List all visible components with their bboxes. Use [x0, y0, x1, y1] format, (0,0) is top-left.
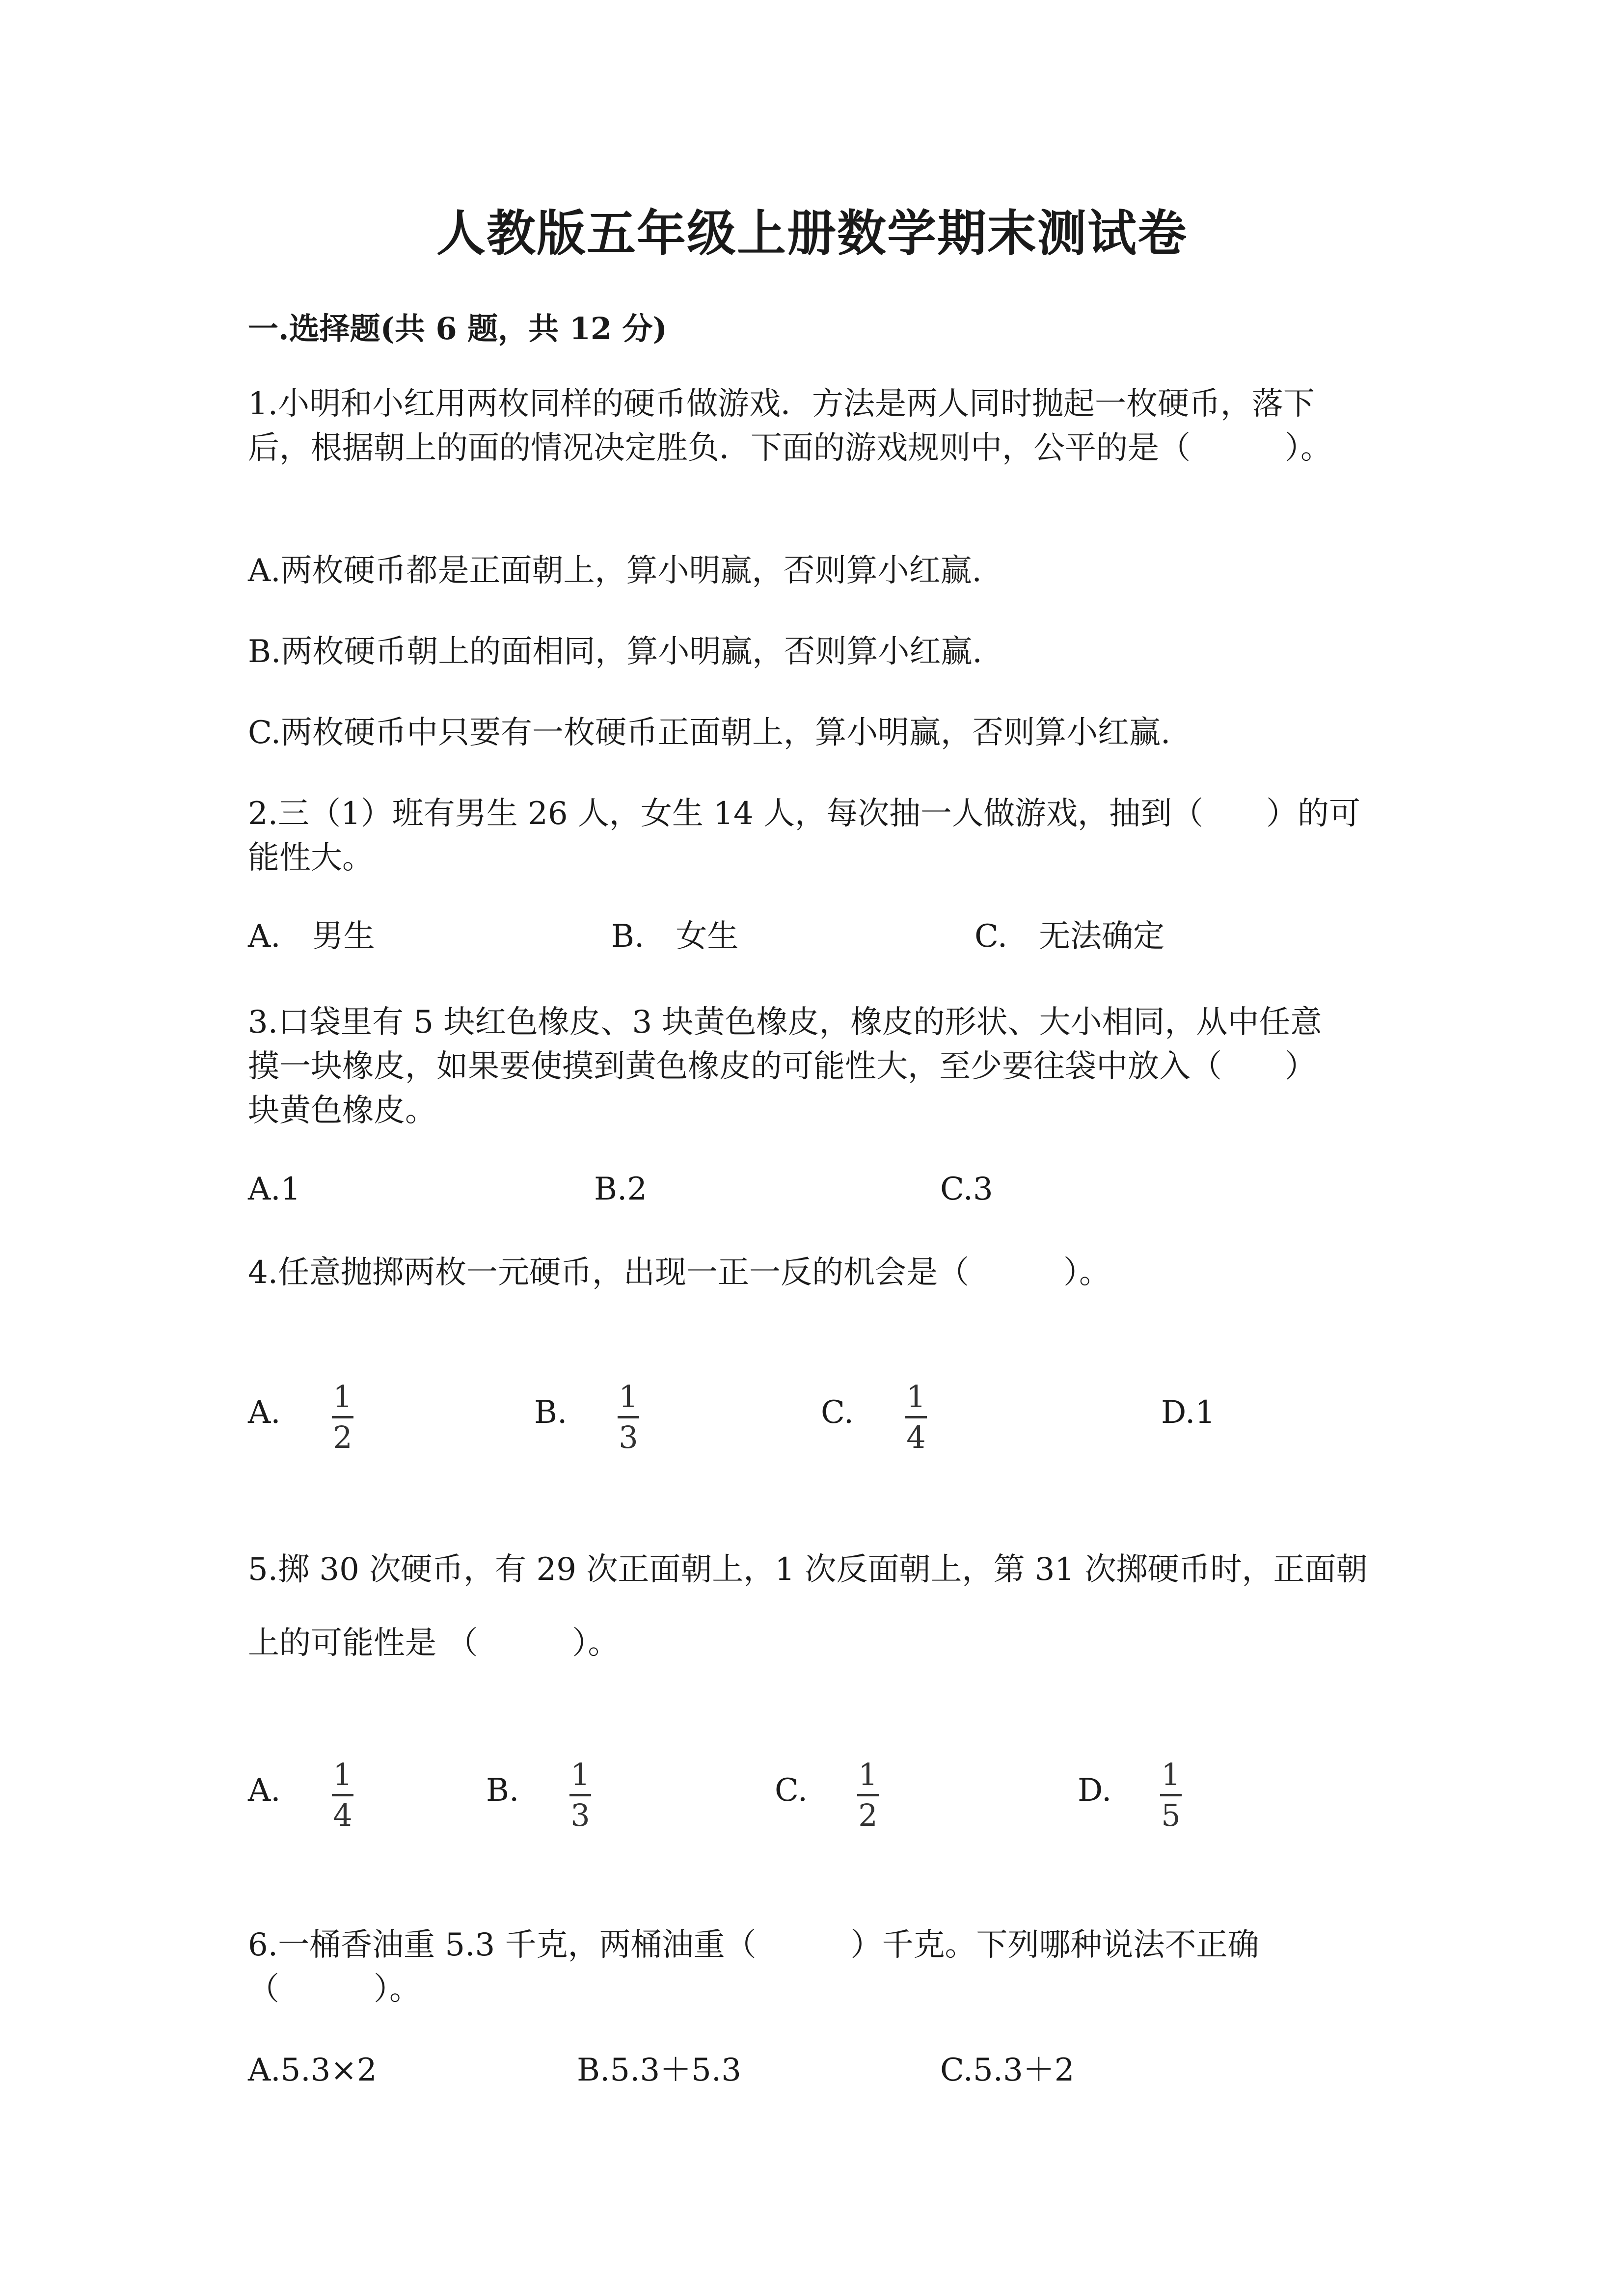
question-3-option-a: A.1 [248, 1171, 301, 1207]
question-5-option-b-label: B. [486, 1772, 519, 1809]
question-2-option-b: B. 女生 [611, 918, 739, 955]
fraction-numerator: 1 [333, 1757, 352, 1792]
question-5-option-d-fraction [1156, 1757, 1186, 1833]
fraction-denominator: 3 [570, 1797, 590, 1833]
fraction-numerator: 1 [858, 1757, 878, 1792]
question-6-option-b: B.5.3＋5.3 [577, 2052, 741, 2088]
question-1-line-1: 1.小明和小红用两枚同样的硬币做游戏．方法是两人同时抛起一枚硬币，落下 [248, 386, 1315, 422]
question-5-option-a-label: A. [248, 1772, 281, 1809]
fraction-numerator: 1 [1161, 1757, 1181, 1792]
question-5-line-2: 上的可能性是 （ ）。 [248, 1625, 620, 1661]
question-4-line-1: 4.任意抛掷两枚一元硬币，出现一正一反的机会是（ ）。 [248, 1255, 1111, 1291]
page-title: 人教版五年级上册数学期末测试卷 [436, 204, 1188, 262]
fraction-denominator: 2 [333, 1419, 352, 1455]
question-1-option-a: A.两枚硬币都是正面朝上，算小明赢，否则算小红赢. [248, 553, 982, 589]
question-5-line-1: 5.掷 30 次硬币，有 29 次正面朝上，1 次反面朝上，第 31 次掷硬币时，正面朝 [248, 1551, 1368, 1588]
question-3-line-1: 3.口袋里有 5 块红色橡皮、3 块黄色橡皮，橡皮的形状、大小相同，从中任意 [248, 1004, 1322, 1041]
question-5-option-a-fraction [328, 1757, 357, 1833]
question-6-option-c: C.5.3＋2 [940, 2052, 1075, 2088]
question-2-line-2: 能性大。 [248, 840, 374, 876]
fraction-denominator: 3 [619, 1419, 638, 1455]
fraction-numerator: 1 [619, 1379, 638, 1415]
section-heading: 一.选择题(共 6 题，共 12 分) [248, 311, 668, 347]
question-2-option-a: A. 男生 [248, 918, 375, 955]
question-4-option-c-label: C. [821, 1394, 854, 1431]
question-1-line-2: 后，根据朝上的面的情况决定胜负．下面的游戏规则中，公平的是（ ）。 [248, 430, 1332, 466]
fraction-numerator: 1 [906, 1379, 926, 1415]
question-4-option-c-fraction [901, 1379, 931, 1455]
question-4-option-a-label: A. [248, 1394, 281, 1431]
question-5-option-b-fraction [566, 1757, 595, 1833]
question-2-option-c: C. 无法确定 [974, 918, 1165, 955]
question-1-option-c: C.两枚硬币中只要有一枚硬币正面朝上，算小明赢，否则算小红赢. [248, 715, 1171, 751]
question-1-option-b: B.两枚硬币朝上的面相同，算小明赢，否则算小红赢. [248, 634, 982, 670]
question-5-option-d-label: D. [1078, 1772, 1112, 1809]
question-4-option-b-fraction [614, 1379, 643, 1455]
question-3-line-2: 摸一块橡皮，如果要使摸到黄色橡皮的可能性大，至少要往袋中放入（ ） [248, 1048, 1316, 1085]
question-6-line-2: （ ）。 [248, 1971, 421, 2007]
fraction-numerator: 1 [570, 1757, 590, 1792]
fraction-denominator: 4 [906, 1419, 926, 1455]
fraction-denominator: 5 [1161, 1797, 1181, 1833]
question-4-option-b-label: B. [534, 1394, 568, 1431]
question-2-line-1: 2.三（1）班有男生 26 人，女生 14 人，每次抽一人做游戏，抽到（ ）的可 [248, 796, 1361, 832]
question-6-line-1: 6.一桶香油重 5.3 千克，两桶油重（ ）千克。下列哪种说法不正确 [248, 1927, 1259, 1963]
question-6-option-a: A.5.3×2 [248, 2052, 377, 2088]
question-3-option-c: C.3 [940, 1171, 993, 1207]
fraction-numerator: 1 [333, 1379, 352, 1415]
fraction-denominator: 4 [333, 1797, 352, 1833]
fraction-denominator: 2 [858, 1797, 878, 1833]
question-4-option-d: D.1 [1161, 1394, 1216, 1431]
question-3-line-3: 块黄色橡皮。 [248, 1093, 436, 1129]
question-3-option-b: B.2 [594, 1171, 648, 1207]
question-4-option-a-fraction [328, 1379, 357, 1455]
question-5-option-c-fraction [853, 1757, 883, 1833]
question-5-option-c-label: C. [775, 1772, 808, 1809]
